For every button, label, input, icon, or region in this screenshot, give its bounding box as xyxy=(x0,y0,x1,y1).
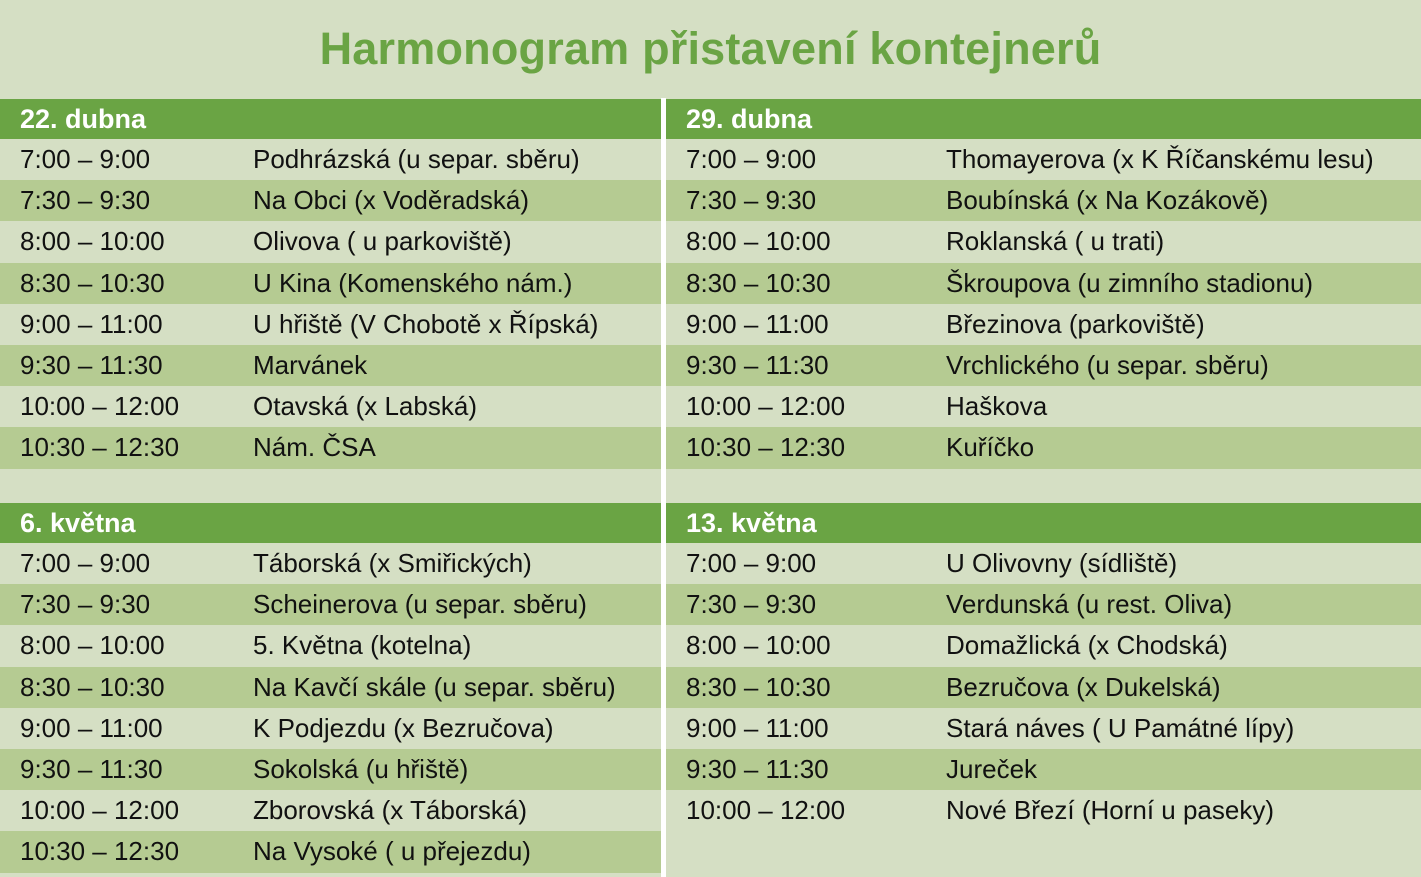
time-slot: 9:30 – 11:30 xyxy=(20,754,163,785)
schedule-row xyxy=(666,584,1421,625)
schedule-row xyxy=(0,221,661,262)
location: Marvánek xyxy=(253,350,368,381)
location: Škroupova (u zimního stadionu) xyxy=(946,267,1314,298)
location: Nám. ČSA xyxy=(253,432,376,463)
location: Domažlická (x Chodská) xyxy=(946,630,1228,661)
time-slot: 8:30 – 10:30 xyxy=(686,671,831,702)
schedule-block-29-dubna xyxy=(666,99,1421,469)
schedule-row xyxy=(666,139,1421,180)
schedule-row xyxy=(666,543,1421,584)
location: Roklanská ( u trati) xyxy=(946,226,1165,257)
location: Kuříčko xyxy=(946,432,1035,463)
page-title: Harmonogram přistavení kontejnerů xyxy=(319,23,1102,74)
time-slot: 7:30 – 9:30 xyxy=(20,185,151,216)
location: 5. Května (kotelna) xyxy=(253,630,472,661)
time-slot: 10:30 – 12:30 xyxy=(20,836,180,867)
location: Březinova (parkoviště) xyxy=(946,308,1205,339)
location: Podhrázská (u separ. sběru) xyxy=(253,144,580,175)
schedule-row xyxy=(666,790,1421,831)
time-slot: 8:00 – 10:00 xyxy=(20,226,165,257)
time-slot: 8:00 – 10:00 xyxy=(20,630,165,661)
block-date-header: 13. května xyxy=(666,503,1421,543)
schedule-row xyxy=(0,667,661,708)
time-slot: 8:00 – 10:00 xyxy=(686,630,831,661)
location: Stará náves ( U Památné lípy) xyxy=(946,712,1295,743)
time-slot: 9:30 – 11:30 xyxy=(20,350,163,381)
schedule-row xyxy=(666,263,1421,304)
time-slot: 10:00 – 12:00 xyxy=(686,391,846,422)
schedule-row xyxy=(666,667,1421,708)
time-slot: 9:00 – 11:00 xyxy=(20,308,163,339)
schedule-block-13-kvetna xyxy=(666,503,1421,831)
schedule-row xyxy=(0,345,661,386)
time-slot: 7:00 – 9:00 xyxy=(20,548,151,579)
time-slot: 7:00 – 9:00 xyxy=(20,144,151,175)
schedule-row xyxy=(666,427,1421,468)
schedule-row xyxy=(0,180,661,221)
location: Zborovská (x Táborská) xyxy=(253,795,528,826)
block-date-header: 29. dubna xyxy=(666,99,1421,139)
location: Scheinerova (u separ. sběru) xyxy=(253,589,587,620)
schedule-row xyxy=(0,543,661,584)
location: K Podjezdu (x Bezručova) xyxy=(253,712,554,743)
schedule-block-6-kvetna xyxy=(0,503,661,873)
block-date-header: 22. dubna xyxy=(0,99,661,139)
schedule-row xyxy=(0,749,661,790)
time-slot: 9:30 – 11:30 xyxy=(686,350,829,381)
schedule-row xyxy=(0,584,661,625)
time-slot: 7:30 – 9:30 xyxy=(686,185,817,216)
schedule-row xyxy=(0,790,661,831)
time-slot: 10:00 – 12:00 xyxy=(20,391,180,422)
schedule-row xyxy=(666,708,1421,749)
location: Verdunská (u rest. Oliva) xyxy=(946,589,1233,620)
location: Bezručova (x Dukelská) xyxy=(946,671,1221,702)
time-slot: 8:30 – 10:30 xyxy=(686,267,831,298)
schedule-row xyxy=(0,386,661,427)
schedule-row xyxy=(666,345,1421,386)
schedule-row xyxy=(0,263,661,304)
schedule-row xyxy=(666,749,1421,790)
schedule-row xyxy=(0,304,661,345)
location: Haškova xyxy=(946,391,1048,422)
time-slot: 7:00 – 9:00 xyxy=(686,144,817,175)
location: Na Kavčí skále (u separ. sběru) xyxy=(253,671,616,702)
schedule-row xyxy=(666,304,1421,345)
time-slot: 9:00 – 11:00 xyxy=(686,308,829,339)
time-slot: 7:30 – 9:30 xyxy=(20,589,151,620)
time-slot: 8:30 – 10:30 xyxy=(20,671,165,702)
location: Na Obci (x Voděradská) xyxy=(253,185,530,216)
location: U Olivovny (sídliště) xyxy=(946,548,1178,579)
schedule-row xyxy=(0,139,661,180)
schedule-row xyxy=(0,625,661,666)
schedule-row xyxy=(666,180,1421,221)
location: Olivova ( u parkoviště) xyxy=(253,226,512,257)
schedule-row xyxy=(0,708,661,749)
time-slot: 8:30 – 10:30 xyxy=(20,267,165,298)
schedule-row xyxy=(666,221,1421,262)
location: U hřiště (V Chobotě x Řípská) xyxy=(253,308,599,339)
schedule-row xyxy=(666,386,1421,427)
location: Jureček xyxy=(946,754,1038,785)
location: Vrchlického (u separ. sběru) xyxy=(946,350,1269,381)
time-slot: 9:00 – 11:00 xyxy=(20,712,163,743)
location: Na Vysoké ( u přejezdu) xyxy=(253,836,531,867)
time-slot: 10:30 – 12:30 xyxy=(20,432,180,463)
time-slot: 7:00 – 9:00 xyxy=(686,548,817,579)
location: Thomayerova (x K Říčanskému lesu) xyxy=(946,144,1374,175)
time-slot: 8:00 – 10:00 xyxy=(686,226,831,257)
location: Táborská (x Smiřických) xyxy=(253,548,532,579)
schedule-row xyxy=(0,427,661,468)
time-slot: 9:30 – 11:30 xyxy=(686,754,829,785)
time-slot: 10:00 – 12:00 xyxy=(20,795,180,826)
time-slot: 7:30 – 9:30 xyxy=(686,589,817,620)
schedule-row xyxy=(666,625,1421,666)
location: U Kina (Komenského nám.) xyxy=(253,267,573,298)
block-date-header: 6. května xyxy=(0,503,661,543)
schedule-row xyxy=(0,831,661,872)
location: Boubínská (x Na Kozákově) xyxy=(946,185,1269,216)
location: Otavská (x Labská) xyxy=(253,391,477,422)
location: Nové Březí (Horní u paseky) xyxy=(946,795,1275,826)
schedule-block-22-dubna xyxy=(0,99,661,469)
time-slot: 9:00 – 11:00 xyxy=(686,712,829,743)
time-slot: 10:00 – 12:00 xyxy=(686,795,846,826)
location: Sokolská (u hřiště) xyxy=(253,754,469,785)
time-slot: 10:30 – 12:30 xyxy=(686,432,846,463)
